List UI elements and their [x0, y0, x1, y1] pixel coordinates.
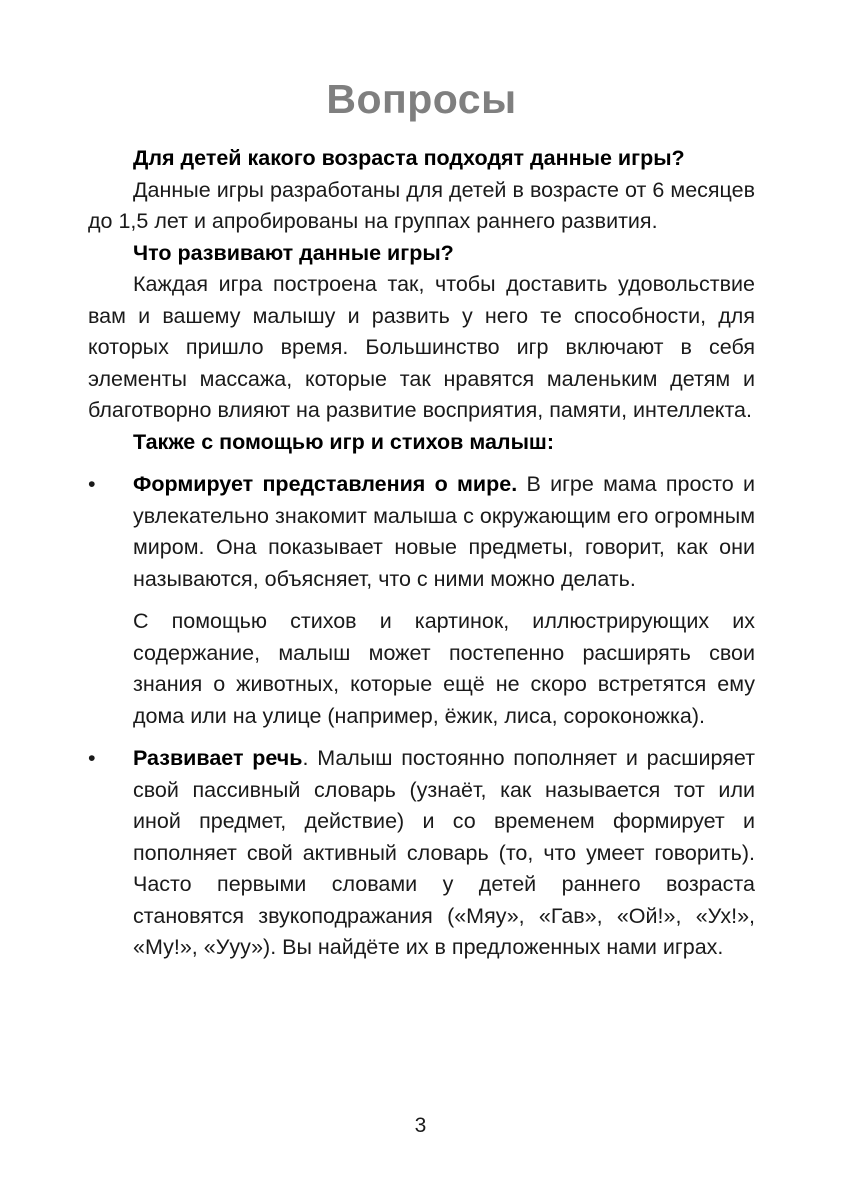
list-lead-in: Также с помощью игр и стихов малыш: [133, 429, 555, 454]
bullet-item-2 [88, 743, 755, 964]
bullet-item-1 [88, 469, 755, 595]
bullet-1-paragraph [133, 469, 755, 595]
bullet-2-paragraph [133, 743, 755, 964]
bullet-1-continuation-paragraph: С помощью стихов и картинок, иллюстрирующих их содержание, малыш может постепенно расширять свои знания о животных, которые ещё не скоро встретятся ему дома или на улице (например, ёжик, лиса, сороконожка). [133, 609, 755, 728]
answer-paragraph-1: Данные игры разработаны для детей в возрасте от 6 месяцев до 1,5 лет и апробированы на группах раннего развития. [88, 177, 755, 233]
bullet-2-body: . Малыш постоянно пополняет и расширяет свой пассивный словарь (узнаёт, как называется тот или иной предмет, действие) и со временем формирует и пополняет свой активный словарь (то, что умеет говорить). Часто первыми словами у детей раннего возраста становятся звукоподражания («Мяу», «Гав», «Ой!», «Ух!», «Му!», «Ууу»). Вы найдёте их в предложенных нами играх. [133, 746, 755, 959]
page-title: Вопросы [326, 76, 517, 122]
bullet-2-lead: Развивает речь [133, 746, 303, 770]
page-number: 3 [414, 1114, 427, 1137]
question-heading-1: Для детей какого возраста подходят данные игры? [133, 146, 685, 170]
bullet-icon: • [88, 746, 96, 770]
bullet-1-lead: Формирует представления о мире. [133, 472, 518, 496]
bullet-1-body: В игре мама просто и увлекательно знакомит малыша с окружающим его огромным миром. Она показывает новые предметы, говорит, как они называются, объясняет, что с ними можно делать. [133, 472, 755, 591]
bullet-icon: • [88, 472, 96, 496]
answer-paragraph-2: Каждая игра построена так, чтобы доставить удовольствие вам и вашему малышу и развить у него те способности, для которых пришло время. Большинство игр включают в себя элементы массажа, которые так нравятся маленьким детям и благотворно влияют на развитие восприятия, памяти, интеллекта. [88, 272, 755, 422]
question-heading-2: Что развивают данные игры? [133, 240, 454, 265]
